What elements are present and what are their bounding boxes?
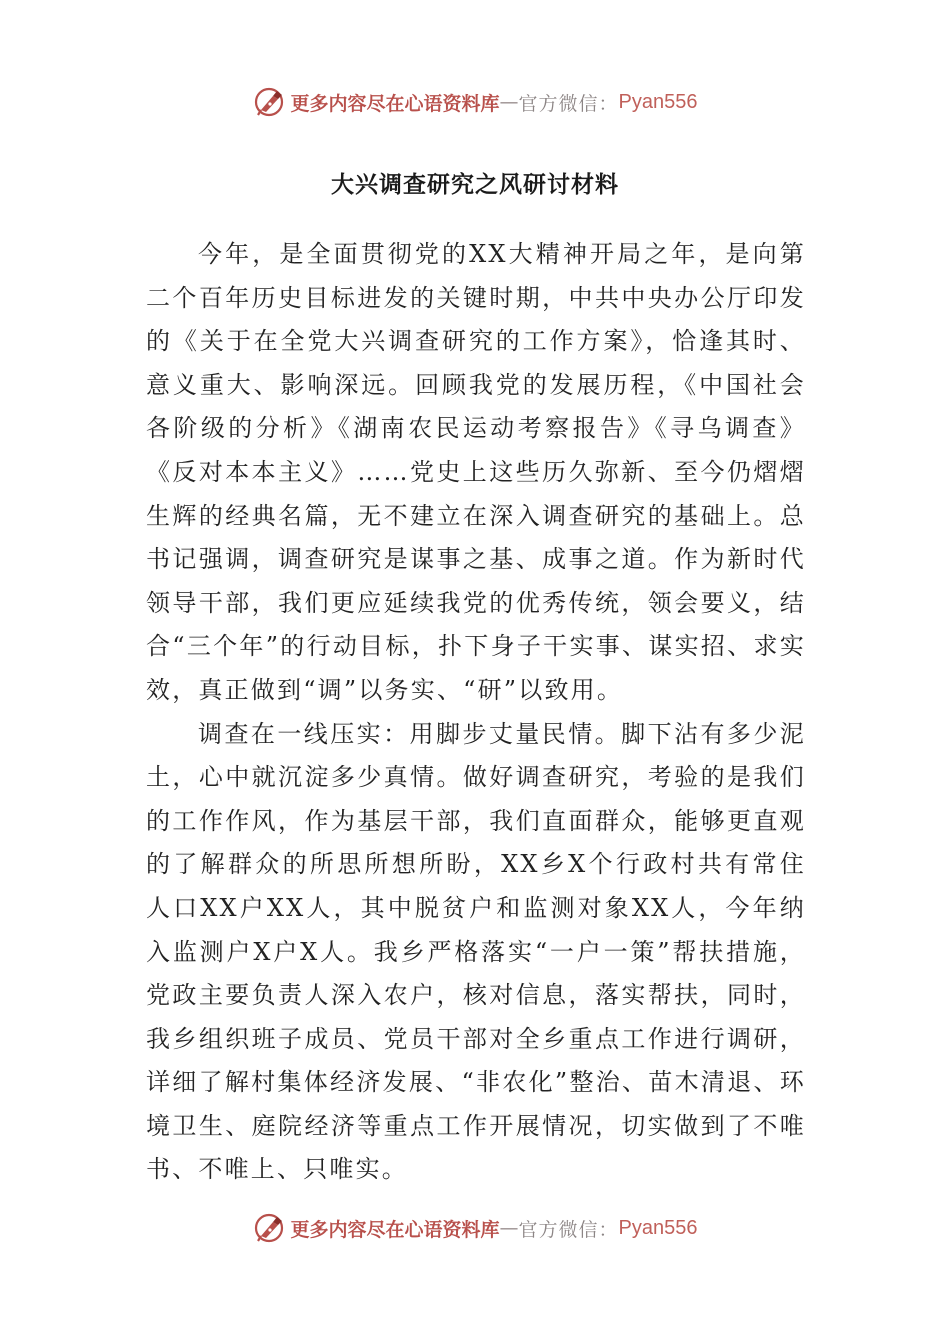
banner-site-name: 更多内容尽在心语资料库 xyxy=(290,92,500,115)
paragraph-2: 调查在一线压实：用脚步丈量民情。脚下沾有多少泥土，心中就沉淀多少真情。做好调查研究，考验的是我们的工作作风，作为基层干部，我们直面群众，能够更直观的了解群众的所思所想所盼，XX乡X个行政村共有常住人口XX户XX人，其中脱贫户和监测对象XX人，今年纳入监测户X户X人。我乡严格落实“一户一策”帮扶措施，党政主要负责人深入农户，核对信息，落实帮扶，同时，我乡组织班子成员、党员干部对全乡重点工作进行调研，详细了解村集体经济发展、“非农化”整治、苗木清退、环境卫生、庭院经济等重点工作开展情况，切实做到了不唯书、不唯上、只唯实。 xyxy=(146,719,806,1184)
banner-dash: — xyxy=(499,91,519,113)
paragraph-1: 今年，是全面贯彻党的XX大精神开局之年，是向第二个百年历史目标进发的关键时期，中共中央办公厅印发的《关于在全党大兴调查研究的工作方案》，恰逢其时、意义重大、影响深远。回顾我党的发展历程，《中国社会各阶级的分析》《湖南农民运动考察报告》《寻乌调查》《反对本本主义》……党史上这些历久弥新、至今仍熠熠生辉的经典名篇，无不建立在深入调查研究的基础上。总书记强调，调查研究是谋事之基、成事之道。作为新时代领导干部，我们更应延续我党的优秀传统，领会要义，结合“三个年”的行动目标，扑下身子干实事、谋实招、求实效，真正做到“调”以务实、“研”以致用。 xyxy=(146,240,806,704)
pen-nib-logo-icon xyxy=(253,1211,287,1245)
banner-site-name: 更多内容尽在心语资料库 xyxy=(290,1218,500,1241)
banner-wechat-id: Pyan556 xyxy=(618,90,698,113)
banner-wechat-label: 官方微信： xyxy=(518,1218,619,1241)
document-body xyxy=(146,233,806,1192)
banner-dash: — xyxy=(499,1217,519,1239)
footer-banner xyxy=(0,1208,950,1248)
document-title: 大兴调查研究之风研讨材料 xyxy=(331,172,619,198)
pen-nib-logo-icon xyxy=(253,85,287,119)
header-banner xyxy=(0,82,950,122)
banner-wechat-id: Pyan556 xyxy=(618,1216,698,1239)
banner-wechat-label: 官方微信： xyxy=(518,92,619,115)
